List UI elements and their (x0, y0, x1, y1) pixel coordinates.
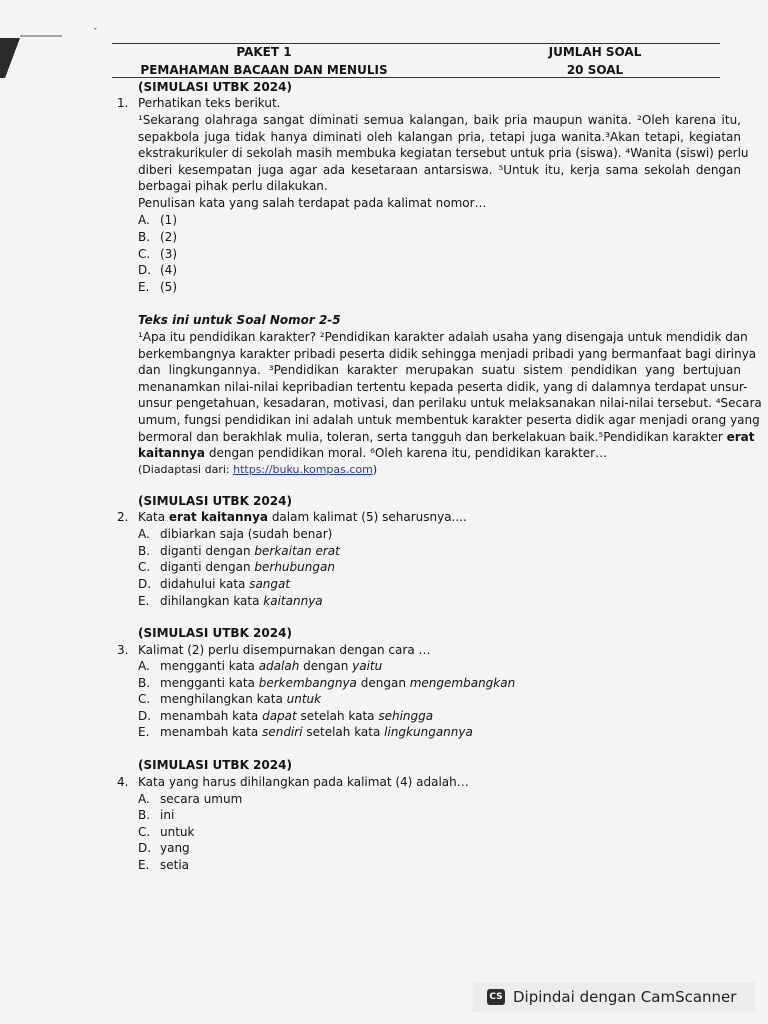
passage-line: dan lingkungannya. ³Pendidikan karakter merupakan suatu sistem pendidikan yang bertujuan (138, 363, 741, 378)
passage-source: (Diadaptasi dari: https://buku.kompas.com) (138, 463, 378, 476)
q1-passage-line: ekstrakurikuler di sekolah masih membuka kegiatan tersebut untuk pria (siswa). ⁴Wanita (siswi) perlu (138, 146, 749, 161)
q1-question: Penulisan kata yang salah terdapat pada kalimat nomor… (138, 196, 487, 210)
subject-label: PEMAHAMAN BACAAN DAN MENULIS (140, 63, 388, 77)
q1-option-b[interactable]: B. (2) (138, 230, 177, 244)
camscanner-icon: CS (487, 989, 505, 1005)
q4-option-b[interactable]: B. ini (138, 808, 175, 822)
q1-passage-line: sepakbola juga tidak hanya diminati oleh kalangan pria, tetapi juga wanita.³Akan tetapi, kegiatan (138, 129, 741, 144)
q2-tag: (SIMULASI UTBK 2024) (138, 494, 292, 508)
q4-number: 4. (117, 775, 129, 789)
q1-passage (138, 112, 749, 195)
q4-option-a[interactable]: A. secara umum (138, 792, 243, 806)
q2-option-d[interactable]: D. didahului kata sangat (138, 577, 291, 591)
q2-option-b[interactable]: B. diganti dengan berkaitan erat (138, 544, 340, 558)
scan-mark: ˇ (93, 28, 98, 38)
header-top-rule (112, 43, 720, 44)
passage-line: unsur pengetahuan, kesadaran, motivasi, dan perilaku untuk melaksanakan nilai-nilai tersebut. ⁴Secara (138, 396, 762, 411)
passage-line: kaitannya dengan pendidikan moral. ⁶Oleh karena itu, pendidikan karakter… (138, 446, 608, 461)
q1-option-a[interactable]: A. (1) (138, 213, 177, 227)
q3-option-d[interactable]: D. menambah kata dapat setelah kata sehingga (138, 709, 434, 723)
q2-option-a[interactable]: A. dibiarkan saja (sudah benar) (138, 527, 333, 541)
q3-option-a[interactable]: A. mengganti kata adalah dengan yaitu (138, 659, 383, 673)
jumlah-soal-label: JUMLAH SOAL (548, 45, 642, 59)
q2-option-e[interactable]: E. dihilangkan kata kaitannya (138, 594, 323, 608)
passage-body (138, 329, 762, 462)
camscanner-watermark (473, 982, 755, 1012)
passage-line: menanamkan nilai-nilai kepribadian tertentu kepada peserta didik, yang di dalamnya terdapat unsur- (138, 379, 748, 394)
q3-question: Kalimat (2) perlu disempurnakan dengan cara … (138, 643, 431, 657)
q4-tag: (SIMULASI UTBK 2024) (138, 758, 292, 772)
q3-number: 3. (117, 643, 129, 657)
page-corner-shadow (0, 0, 60, 80)
q2-number: 2. (117, 510, 129, 524)
jumlah-soal-value: 20 SOAL (566, 63, 624, 77)
q1-intro: Perhatikan teks berikut. (138, 96, 281, 110)
q1-option-c[interactable]: C. (3) (138, 247, 177, 261)
q1-passage-line: berbagai pihak perlu dilakukan. (138, 179, 328, 194)
q1-option-d[interactable]: D. (4) (138, 263, 177, 277)
q4-question: Kata yang harus dihilangkan pada kalimat (4) adalah… (138, 775, 469, 789)
q1-number: 1. (117, 96, 129, 110)
q3-option-e[interactable]: E. menambah kata sendiri setelah kata lingkungannya (138, 725, 473, 739)
q4-option-d[interactable]: D. yang (138, 841, 190, 855)
passage-line: ¹Apa itu pendidikan karakter? ²Pendidikan karakter adalah usaha yang disengaja untuk mendidik dan (138, 330, 748, 344)
q1-passage-line: diberi kesempatan juga agar ada kesetaraan antarsiswa. ⁵Untuk itu, kerja sama sekolah dengan (138, 162, 741, 177)
passage-line: berkembangnya karakter pribadi peserta didik sehingga menjadi pribadi yang bermanfaat bagi dirinya (138, 346, 757, 361)
q1-passage-line: ¹Sekarang olahraga sangat diminati semua kalangan, baik pria maupun wanita. ²Oleh karena itu, (138, 113, 741, 127)
passage-title: Teks ini untuk Soal Nomor 2-5 (138, 313, 341, 327)
q3-option-c[interactable]: C. menghilangkan kata untuk (138, 692, 322, 706)
q2-option-c[interactable]: C. diganti dengan berhubungan (138, 560, 335, 574)
q3-tag: (SIMULASI UTBK 2024) (138, 626, 292, 640)
passage-line: bermoral dan berakhlak mulia, toleran, serta tangguh dan berkelakuan baik.⁵Pendidikan karakter erat (138, 429, 755, 444)
q2-question: Kata erat kaitannya dalam kalimat (5) seharusnya.... (138, 510, 467, 524)
q3-option-b[interactable]: B. mengganti kata berkembangnya dengan mengembangkan (138, 676, 516, 690)
camscanner-text: Dipindai dengan CamScanner (513, 988, 737, 1006)
source-link[interactable]: https://buku.kompas.com (233, 463, 373, 476)
passage-line: umum, fungsi pendidikan ini adalah untuk membentuk karakter peserta didik agar menjadi orang yang (138, 412, 760, 427)
q4-option-e[interactable]: E. setia (138, 858, 190, 872)
paket-label: PAKET 1 (236, 45, 292, 59)
q1-tag: (SIMULASI UTBK 2024) (138, 80, 292, 94)
header-bottom-rule (112, 77, 720, 78)
q1-option-e[interactable]: E. (5) (138, 280, 177, 294)
q4-option-c[interactable]: C. untuk (138, 825, 195, 839)
